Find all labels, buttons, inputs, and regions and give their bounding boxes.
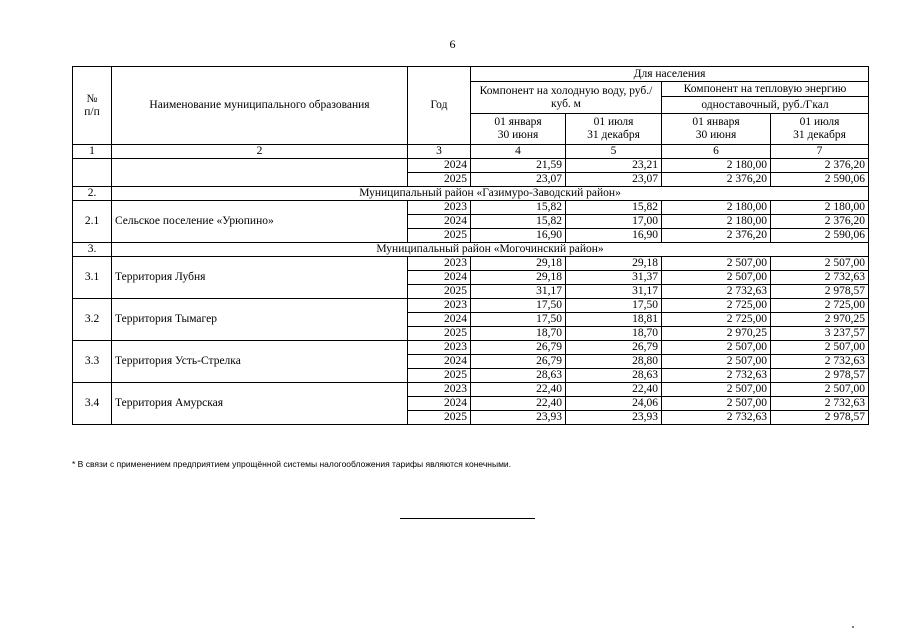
heat-jul-dec-cell: 2 376,20 [771,159,869,173]
water-jan-jun-cell: 29,18 [471,271,566,285]
heat-jul-dec-cell: 2 507,00 [771,341,869,355]
year-cell: 2023 [408,257,471,271]
entity-name: Территория Усть-Стрелка [112,341,408,383]
year-cell: 2025 [408,285,471,299]
water-jan-jun-cell: 23,07 [471,173,566,187]
heat-jan-jun-cell: 2 507,00 [662,355,771,369]
heat-jan-jun-cell: 2 507,00 [662,271,771,285]
header-col-num: № п/п [73,67,112,145]
water-jul-dec-cell: 23,93 [566,411,662,425]
header-group-population: Для населения [471,67,869,82]
entity-name: Сельское поселение «Урюпино» [112,201,408,243]
heat-jan-jun-cell: 2 725,00 [662,299,771,313]
heat-jan-jun-cell: 2 732,63 [662,369,771,383]
heat-jul-dec-cell: 2 507,00 [771,383,869,397]
entity-number: 3.1 [73,257,112,299]
header-period-2: 01 июля 31 декабря [566,114,662,145]
header-heat-sub: одноставочный, руб./Гкал [662,97,869,114]
section-row [73,187,869,201]
year-cell: 2024 [408,271,471,285]
table-row [73,201,869,215]
water-jul-dec-cell: 29,18 [566,257,662,271]
header-period-4: 01 июля 31 декабря [771,114,869,145]
water-jul-dec-cell: 22,40 [566,383,662,397]
water-jan-jun-cell: 22,40 [471,383,566,397]
heat-jan-jun-cell: 2 507,00 [662,341,771,355]
water-jul-dec-cell: 28,63 [566,369,662,383]
water-jan-jun-cell: 29,18 [471,257,566,271]
water-jul-dec-cell: 17,50 [566,299,662,313]
header-period-1: 01 января 30 июня [471,114,566,145]
heat-jan-jun-cell: 2 180,00 [662,215,771,229]
table-row [73,159,869,173]
heat-jul-dec-cell: 2 978,57 [771,285,869,299]
year-cell: 2023 [408,201,471,215]
heat-jul-dec-cell: 2 590,06 [771,229,869,243]
heat-jan-jun-cell: 2 725,00 [662,313,771,327]
water-jan-jun-cell: 26,79 [471,341,566,355]
table-row [73,299,869,313]
header-col-year: Год [408,67,471,145]
water-jan-jun-cell: 15,82 [471,201,566,215]
heat-jan-jun-cell: 2 732,63 [662,411,771,425]
section-number: 2. [73,187,112,201]
heat-jan-jun-cell: 2 376,20 [662,173,771,187]
heat-jan-jun-cell: 2 180,00 [662,201,771,215]
water-jan-jun-cell: 23,93 [471,411,566,425]
heat-jan-jun-cell: 2 507,00 [662,257,771,271]
column-number: 1 [73,145,112,159]
heat-jul-dec-cell: 2 180,00 [771,201,869,215]
section-number: 3. [73,243,112,257]
water-jan-jun-cell: 22,40 [471,397,566,411]
water-jan-jun-cell: 17,50 [471,299,566,313]
heat-jan-jun-cell: 2 180,00 [662,159,771,173]
entity-number: 3.2 [73,299,112,341]
water-jul-dec-cell: 28,80 [566,355,662,369]
year-cell: 2024 [408,159,471,173]
section-title: Муниципальный район «Газимуро-Заводский район» [112,187,869,201]
water-jul-dec-cell: 26,79 [566,341,662,355]
row-name-cell [112,159,408,187]
water-jul-dec-cell: 23,07 [566,173,662,187]
column-number: 6 [662,145,771,159]
heat-jul-dec-cell: 2 725,00 [771,299,869,313]
water-jan-jun-cell: 31,17 [471,285,566,299]
water-jan-jun-cell: 17,50 [471,313,566,327]
water-jul-dec-cell: 31,37 [566,271,662,285]
year-cell: 2025 [408,327,471,341]
heat-jul-dec-cell: 2 978,57 [771,369,869,383]
entity-number: 2.1 [73,201,112,243]
entity-name: Территория Лубня [112,257,408,299]
water-jan-jun-cell: 28,63 [471,369,566,383]
header-col-name: Наименование муниципального образования [112,67,408,145]
heat-jan-jun-cell: 2 376,20 [662,229,771,243]
column-number: 3 [408,145,471,159]
header-group-heat: Компонент на тепловую энергию [662,82,869,97]
water-jul-dec-cell: 17,00 [566,215,662,229]
year-cell: 2025 [408,411,471,425]
water-jul-dec-cell: 16,90 [566,229,662,243]
water-jan-jun-cell: 26,79 [471,355,566,369]
table-row [73,341,869,355]
heat-jul-dec-cell: 2 732,63 [771,355,869,369]
water-jan-jun-cell: 16,90 [471,229,566,243]
header-period-3: 01 января 30 июня [662,114,771,145]
water-jul-dec-cell: 18,70 [566,327,662,341]
heat-jul-dec-cell: 2 590,06 [771,173,869,187]
entity-number: 3.4 [73,383,112,425]
heat-jul-dec-cell: 3 237,57 [771,327,869,341]
row-num-cell [73,159,112,187]
page-mark [852,626,854,628]
heat-jul-dec-cell: 2 507,00 [771,257,869,271]
heat-jan-jun-cell: 2 507,00 [662,397,771,411]
water-jan-jun-cell: 18,70 [471,327,566,341]
water-jan-jun-cell: 15,82 [471,215,566,229]
water-jul-dec-cell: 23,21 [566,159,662,173]
heat-jul-dec-cell: 2 970,25 [771,313,869,327]
table-row [73,383,869,397]
year-cell: 2025 [408,173,471,187]
year-cell: 2023 [408,341,471,355]
year-cell: 2025 [408,369,471,383]
year-cell: 2024 [408,215,471,229]
header-group-water: Компонент на холодную воду, руб./куб. м [471,82,662,114]
entity-name: Территория Тымагер [112,299,408,341]
year-cell: 2023 [408,383,471,397]
entity-name: Территория Амурская [112,383,408,425]
section-title: Муниципальный район «Могочинский район» [112,243,869,257]
water-jul-dec-cell: 15,82 [566,201,662,215]
entity-number: 3.3 [73,341,112,383]
water-jul-dec-cell: 24,06 [566,397,662,411]
heat-jul-dec-cell: 2 376,20 [771,215,869,229]
section-row [73,243,869,257]
year-cell: 2025 [408,229,471,243]
column-number: 7 [771,145,869,159]
year-cell: 2023 [408,299,471,313]
heat-jul-dec-cell: 2 978,57 [771,411,869,425]
heat-jul-dec-cell: 2 732,63 [771,271,869,285]
footnote: * В связи с применением предприятием упрощённой системы налогообложения тарифы являются конечными. [72,459,512,469]
column-number: 2 [112,145,408,159]
column-number: 5 [566,145,662,159]
water-jan-jun-cell: 21,59 [471,159,566,173]
separator-line [400,518,535,519]
heat-jan-jun-cell: 2 732,63 [662,285,771,299]
heat-jan-jun-cell: 2 970,25 [662,327,771,341]
heat-jul-dec-cell: 2 732,63 [771,397,869,411]
column-number: 4 [471,145,566,159]
tariff-table [72,66,869,425]
year-cell: 2024 [408,355,471,369]
heat-jan-jun-cell: 2 507,00 [662,383,771,397]
table-row [73,257,869,271]
year-cell: 2024 [408,313,471,327]
water-jul-dec-cell: 31,17 [566,285,662,299]
page-number: 6 [449,37,456,51]
year-cell: 2024 [408,397,471,411]
water-jul-dec-cell: 18,81 [566,313,662,327]
